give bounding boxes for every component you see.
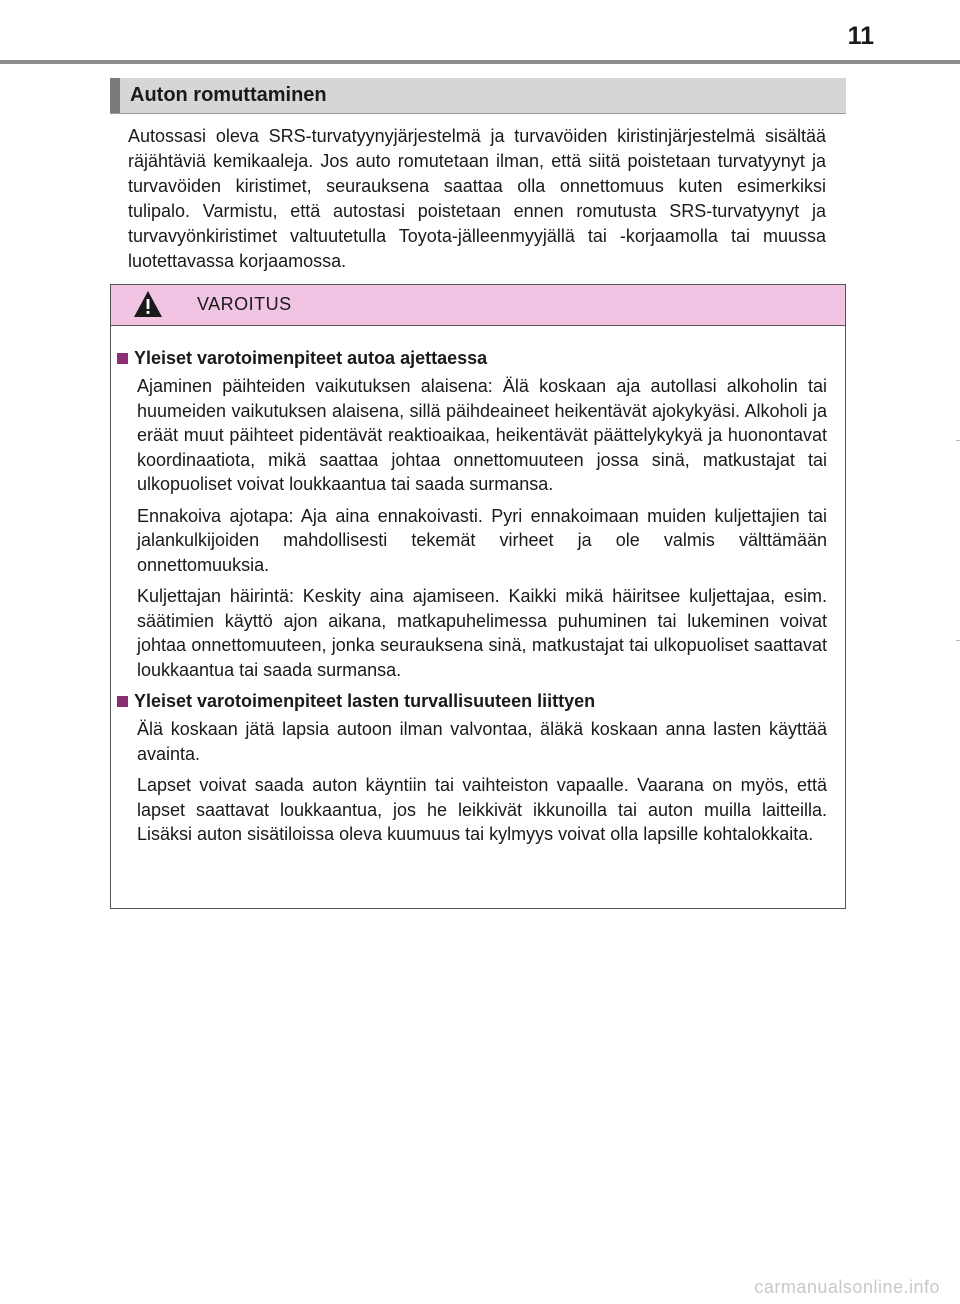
watermark: carmanualsonline.info <box>754 1277 940 1297</box>
warning-paragraph: Kuljettajan häirintä: Keskity aina ajamiseen. Kaikki mikä häiritsee kuljettajaa, esim. säätimien käyttö ajon aikana, matkapuhelimessa puhuminen tai lukeminen voivat johtaa onnettomuuteen, jonka seurauksena sinä, matkustajat tai ulkopuoliset saattavat loukkaantua tai saada surmansa. <box>137 586 827 680</box>
margin-tick <box>956 440 960 441</box>
warning-paragraph: Lapset voivat saada auton käyntiin tai vaihteiston vapaalle. Vaarana on myös, että lapset saattavat loukkaantua, jos he leikkivät ikkunoilla tai auton muilla laitteilla. Lisäksi auton sisätiloissa oleva kuumuus tai kylmyys voivat olla lapsille kohtalokkaita. <box>137 775 827 844</box>
warning-paragraph: Ennakoiva ajotapa: Aja aina ennakoivasti. Pyri ennakoimaan muiden kuljettajien tai jalankulkijoiden mahdollisesti tekemät virheet ja ole valmis välttämään onnettomuuksia. <box>137 505 827 575</box>
warning-body <box>111 326 845 847</box>
warning-box <box>110 284 846 909</box>
warning-label: VAROITUS <box>197 294 292 314</box>
section-title: Auton romuttaminen <box>130 84 327 106</box>
warning-item-heading <box>117 689 827 714</box>
margin-tick <box>956 640 960 641</box>
section-header <box>110 78 846 114</box>
square-bullet-icon <box>117 696 128 707</box>
warning-item-heading-text: Yleiset varotoimenpiteet autoa ajettaessa <box>134 348 488 368</box>
top-divider <box>0 60 960 64</box>
section-header-bar <box>110 78 120 113</box>
warning-item-heading <box>117 346 827 371</box>
warning-paragraph: Ajaminen päihteiden vaikutuksen alaisena: Älä koskaan aja autollasi alkoholin tai huumeiden vaikutuksen alaisena, sillä päihdeaineet heikentävät ajokykyäsi. Alkoholi ja eräät muut päihteet pidentävät reaktioaikaa, heikentävät päättelykykyä ja huonontavat koordinaatiota, mikä saattaa johtaa onnettomuuteen jossa sinä, matkustajat tai ulkopuoliset voivat loukkaantua tai saada surmansa. <box>137 376 827 494</box>
intro-paragraph: Autossasi oleva SRS-turvatyynyjärjestelmä ja turvavöiden kiristinjärjestelmä sisältää räjähtäviä kemikaaleja. Jos auto romutetaan ilman, että siitä poistetaan turvatyynyt ja turvavöiden kiristimet, seurauksena saattaa olla onnettomuus kuten esimerkiksi tulipalo. Varmistu, että autostasi poistetaan ennen romutusta SRS-turvatyynyt ja turvavyönkiristimet valtuutetulla Toyota-jälleenmyyjällä tai -korjaamolla tai muussa luotettavassa korjaamossa. <box>128 126 826 271</box>
warning-paragraph: Älä koskaan jätä lapsia autoon ilman valvontaa, äläkä koskaan anna lasten käyttää avainta. <box>137 719 827 764</box>
warning-header <box>111 285 845 326</box>
page-number: 11 <box>847 22 874 50</box>
warning-triangle-icon <box>133 290 163 318</box>
square-bullet-icon <box>117 353 128 364</box>
warning-item-heading-text: Yleiset varotoimenpiteet lasten turvallisuuteen liittyen <box>134 691 596 711</box>
